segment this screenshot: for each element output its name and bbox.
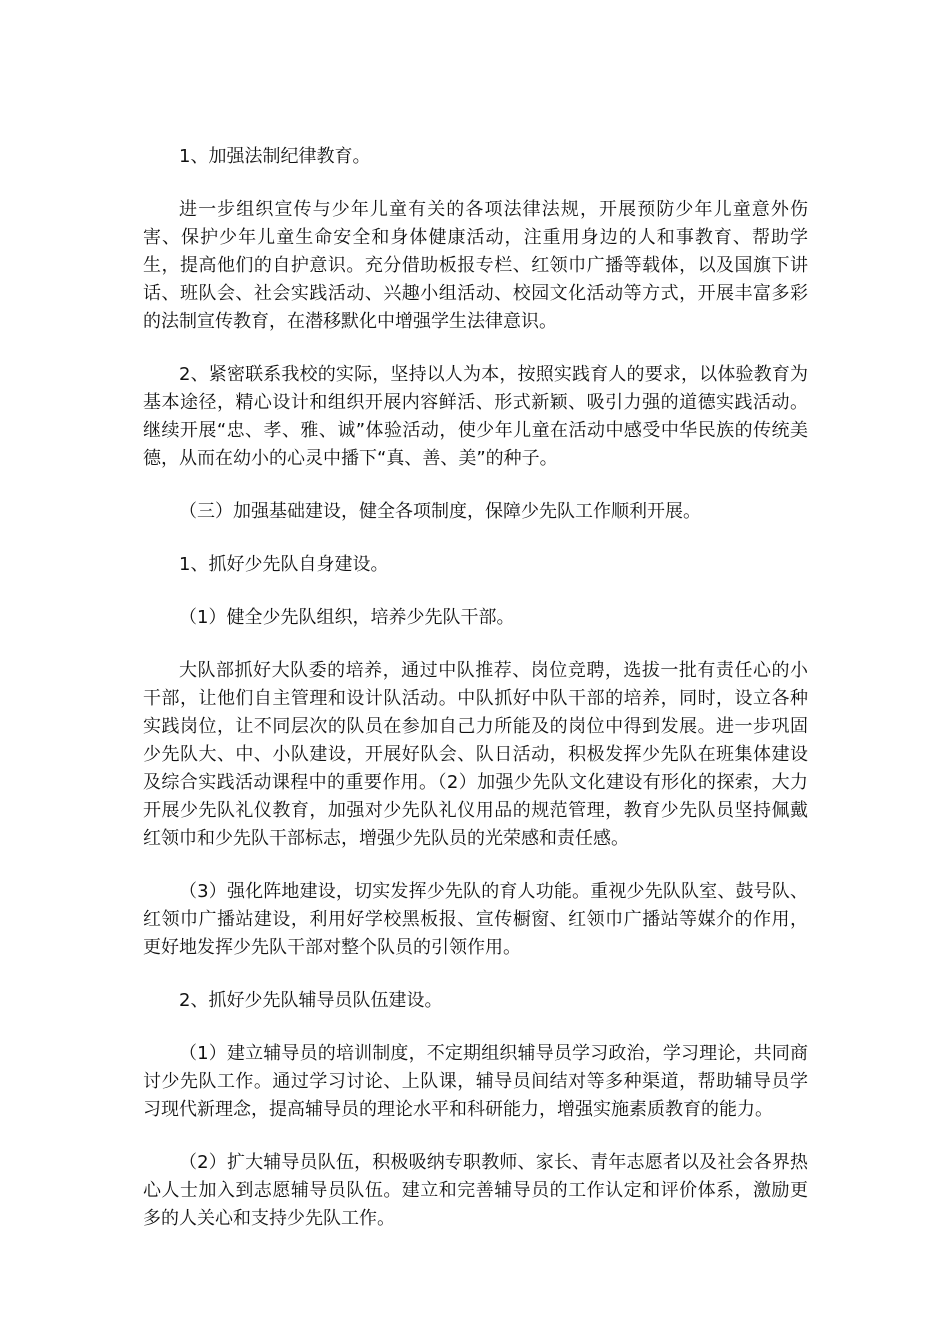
body-paragraph: （3）强化阵地建设，切实发挥少先队的育人功能。重视少先队队室、鼓号队、红领巾广播站建设，利用好学校黑板报、宣传橱窗、红领巾广播站等媒介的作用，更好地发挥少先队干部对整个队员的引领作用。: [143, 881, 808, 958]
document-body: [143, 143, 808, 1258]
subsection-heading-counselor-team: 2、抓好少先队辅导员队伍建设。: [179, 990, 443, 1011]
item-heading-organization: （1）健全少先队组织，培养少先队干部。: [179, 607, 515, 628]
subsection-heading-self-building: 1、抓好少先队自身建设。: [179, 554, 389, 575]
body-paragraph: （1）建立辅导员的培训制度，不定期组织辅导员学习政治，学习理论，共同商讨少先队工作。通过学习讨论、上队课，辅导员间结对等多种渠道，帮助辅导员学习现代新理念，提高辅导员的理论水平和科研能力，增强实施素质教育的能力。: [143, 1043, 808, 1120]
section-heading-legal-education: 1、加强法制纪律教育。: [179, 146, 371, 167]
body-paragraph: 进一步组织宣传与少年儿童有关的各项法律法规，开展预防少年儿童意外伤害、保护少年儿童生命安全和身体健康活动，注重用身边的人和事教育、帮助学生，提高他们的自护意识。充分借助板报专栏、红领巾广播等载体，以及国旗下讲话、班队会、社会实践活动、兴趣小组活动、校园文化活动等方式，开展丰富多彩的法制宣传教育，在潜移默化中增强学生法律意识。: [143, 199, 808, 332]
body-paragraph: 大队部抓好大队委的培养，通过中队推荐、岗位竞聘，选拔一批有责任心的小干部，让他们自主管理和设计队活动。中队抓好中队干部的培养，同时，设立各种实践岗位，让不同层次的队员在参加自己力所能及的岗位中得到发展。进一步巩固少先队大、中、小队建设，开展好队会、队日活动，积极发挥少先队在班集体建设及综合实践活动课程中的重要作用。（2）加强少先队文化建设有形化的探索，大力开展少先队礼仪教育，加强对少先队礼仪用品的规范管理，教育少先队员坚持佩戴红领巾和少先队干部标志，增强少先队员的光荣感和责任感。: [143, 660, 808, 849]
body-paragraph: 2、紧密联系我校的实际，坚持以人为本，按照实践育人的要求，以体验教育为基本途径，精心设计和组织开展内容鲜活、形式新颖、吸引力强的道德实践活动。继续开展“忠、孝、雅、诚”体验活动，使少年儿童在活动中感受中华民族的传统美德，从而在幼小的心灵中播下“真、善、美”的种子。: [143, 364, 808, 469]
section-heading-infrastructure: （三）加强基础建设，健全各项制度，保障少先队工作顺利开展。: [179, 501, 701, 522]
body-paragraph: （2）扩大辅导员队伍，积极吸纳专职教师、家长、青年志愿者以及社会各界热心人士加入到志愿辅导员队伍。建立和完善辅导员的工作认定和评价体系，激励更多的人关心和支持少先队工作。: [143, 1152, 808, 1229]
